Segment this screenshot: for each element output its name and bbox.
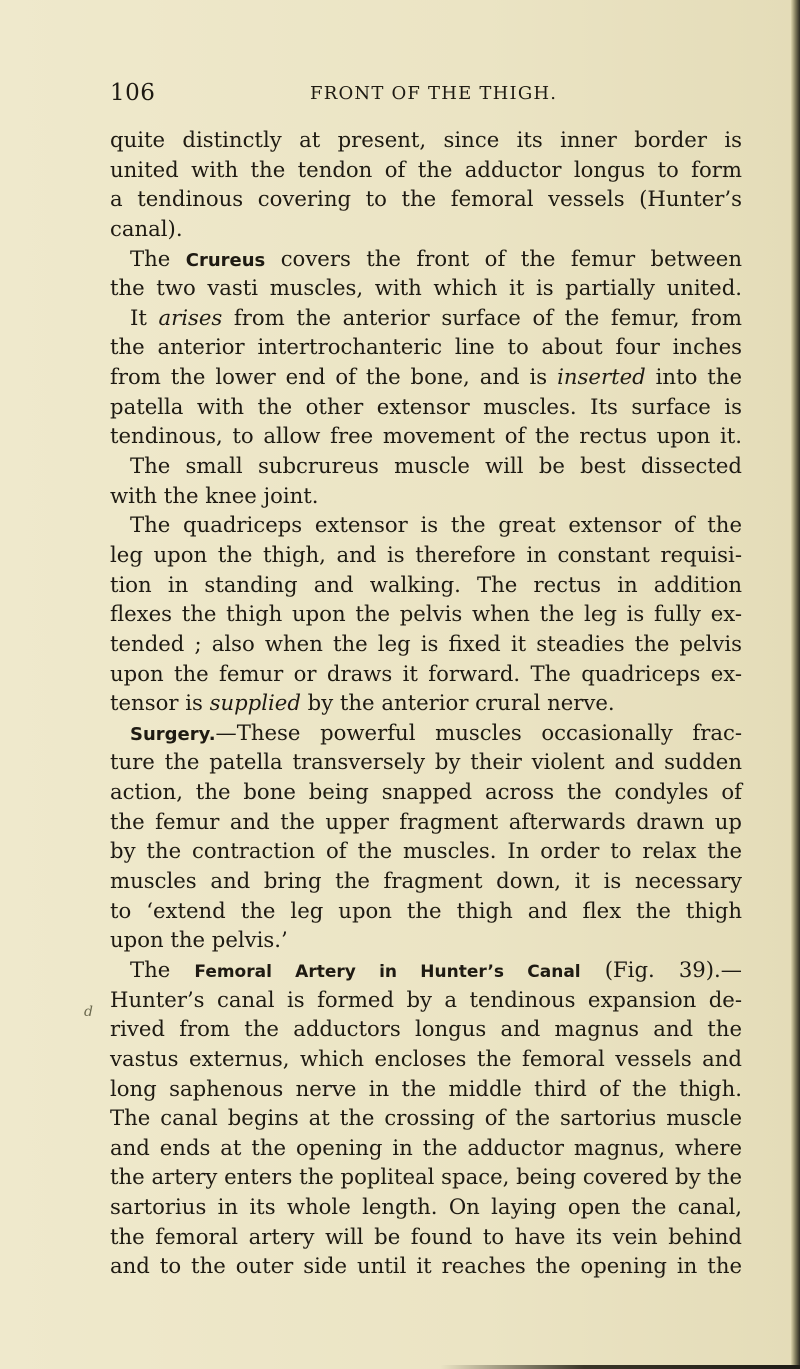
running-head: FRONT OF THE THIGH. [310, 83, 558, 104]
text-line: action, the bone being snapped across the condyles of [110, 779, 742, 805]
arises-italic: arises [158, 304, 223, 330]
margin-mark: d [84, 1004, 93, 1020]
text-line: the femoral artery will be found to have its vein behind [110, 1223, 742, 1249]
text-line: patella with the other extensor muscles. Its surface is [110, 393, 742, 419]
text-line: the two vasti muscles, with which it is partially united. [110, 275, 742, 301]
text-line: Hunter’s canal is formed by a tendinous expansion de- [110, 986, 742, 1012]
text-line: long saphenous nerve in the middle third of the thigh. [110, 1075, 742, 1101]
line-pre: The [130, 245, 186, 271]
page-edge-shadow [791, 0, 800, 1369]
line-rest: by the anterior crural nerve. [300, 690, 615, 716]
body-text [110, 125, 742, 1281]
text-line: The quadriceps extensor is the great extensor of the [130, 512, 742, 538]
line-pre: It [130, 304, 159, 330]
line-rest: into the [645, 364, 742, 390]
text-line: tended ; also when the leg is fixed it steadies the pelvis [110, 630, 742, 656]
text-line-surgery [110, 718, 742, 748]
text-line: with the knee joint. [110, 482, 319, 508]
page-number: 106 [110, 80, 156, 106]
femoral-artery-heading: Femoral Artery in Hunter’s Canal [194, 961, 581, 982]
text-line: to ‘extend the leg upon the thigh and flex the thigh [110, 897, 742, 923]
supplied-italic: supplied [209, 690, 301, 716]
surgery-heading: Surgery. [130, 723, 216, 745]
text-line: united with the tendon of the adductor longus to form [110, 156, 742, 182]
line-pre: The [130, 956, 195, 982]
text-line: upon the femur or draws it forward. The quadriceps ex- [110, 660, 742, 686]
text-line: leg upon the thigh, and is therefore in constant requisi- [110, 541, 742, 567]
line-rest: covers the front of the femur between [265, 245, 742, 271]
text-line-supplied [110, 688, 742, 718]
text-line: ture the patella transversely by their violent and sudden [110, 749, 742, 775]
text-line: flexes the thigh upon the pelvis when the leg is fully ex- [110, 601, 742, 627]
inserted-italic: inserted [557, 364, 646, 390]
text-line: canal). [110, 215, 183, 241]
text-line: muscles and bring the fragment down, it is necessary [110, 868, 742, 894]
text-line: tion in standing and walking. The rectus in addition [110, 571, 742, 597]
text-line: the femur and the upper fragment afterwards drawn up [110, 808, 742, 834]
text-line: quite distinctly at present, since its inner border is [110, 127, 742, 152]
text-line-femoral-artery [110, 955, 742, 985]
line-rest: (Fig. 39).— [580, 956, 742, 982]
text-line-arises [110, 303, 742, 333]
text-line: the anterior intertrochanteric line to about four inches [110, 334, 742, 360]
text-line: The canal begins at the crossing of the sartorius muscle [110, 1105, 742, 1131]
text-line: rived from the adductors longus and magnus and the [110, 1016, 742, 1042]
text-line: and to the outer side until it reaches the opening in the [110, 1253, 742, 1279]
line-rest: from the anterior surface of the femur, from [222, 304, 742, 330]
text-line: tendinous, to allow free movement of the rectus upon it. [110, 423, 742, 449]
crureus-heading: Crureus [185, 249, 266, 271]
line-rest: —These powerful muscles occasionally frac- [215, 719, 742, 745]
text-line: by the contraction of the muscles. In order to relax the [110, 838, 742, 864]
line-pre: from the lower end of the bone, and is [110, 364, 558, 390]
text-line: the artery enters the popliteal space, being covered by the [110, 1164, 742, 1190]
text-line-crureus [110, 244, 742, 274]
text-line: and ends at the opening in the adductor magnus, where [110, 1134, 742, 1160]
text-line: a tendinous covering to the femoral vessels (Hunter’s [110, 186, 742, 212]
page-bottom-shadow [440, 1365, 800, 1369]
text-line: upon the pelvis.’ [110, 927, 288, 953]
page-header [110, 80, 740, 110]
text-line: The small subcrureus muscle will be best dissected [130, 453, 742, 479]
text-line-inserted [110, 362, 742, 392]
text-line: sartorius in its whole length. On laying open the canal, [110, 1194, 742, 1220]
text-line: vastus externus, which encloses the femoral vessels and [110, 1045, 742, 1071]
line-pre: tensor is [110, 690, 210, 716]
